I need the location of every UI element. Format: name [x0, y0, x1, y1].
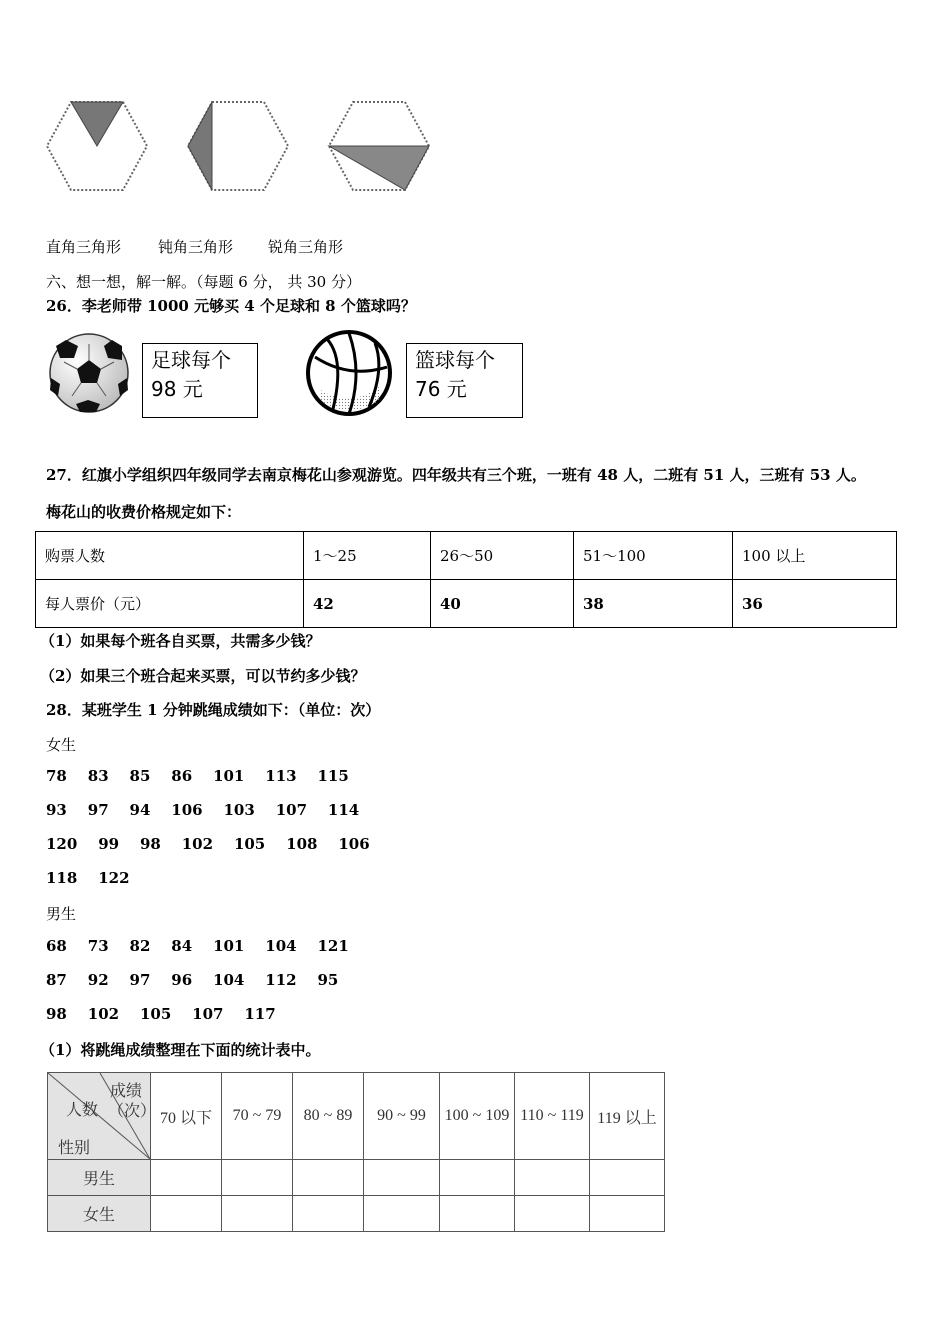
- basketball-price-line2: 76 元: [415, 377, 467, 401]
- score: 97: [87, 801, 109, 819]
- table-row: [36, 532, 897, 580]
- boys-row-2: [46, 971, 338, 989]
- corner-label-gender: 性别: [58, 1140, 91, 1157]
- answer-cell[interactable]: [364, 1196, 440, 1232]
- column-header: 70 ~ 79: [222, 1073, 293, 1160]
- column-header: 110 ~ 119: [515, 1073, 590, 1160]
- question-26: 26．李老师带 1000 元够买 4 个足球和 8 个篮球吗？: [46, 297, 416, 315]
- question-27: 27．红旗小学组织四年级同学去南京梅花山参观游览。四年级共有三个班，一班有 48 人，二班有 51 人，三班有 53 人。: [46, 466, 866, 484]
- score: 103: [223, 801, 255, 819]
- girls-row-1: [46, 767, 349, 785]
- answer-cell[interactable]: [440, 1196, 515, 1232]
- answer-cell[interactable]: [293, 1160, 364, 1196]
- score: 102: [87, 1005, 120, 1023]
- score: 82: [129, 937, 151, 955]
- column-header: 90 ~ 99: [364, 1073, 440, 1160]
- hexagon-figure-3: [327, 100, 433, 194]
- basketball-icon: [305, 329, 393, 417]
- column-header: 80 ~ 89: [293, 1073, 364, 1160]
- score: 73: [87, 937, 109, 955]
- score: 84: [171, 937, 193, 955]
- score: 114: [327, 801, 360, 819]
- question-27-sub2: （2）如果三个班合起来买票，可以节约多少钱？: [40, 667, 366, 685]
- score: 112: [265, 971, 297, 989]
- hexagon-label-1: 直角三角形: [46, 238, 122, 256]
- score: 68: [46, 937, 67, 955]
- column-header: 119 以上: [590, 1073, 665, 1160]
- question-28: 28．某班学生 1 分钟跳绳成绩如下：（单位：次）: [46, 701, 381, 719]
- table-cell: 1～25: [304, 532, 431, 580]
- ticket-price-table: [35, 531, 897, 628]
- answer-cell[interactable]: [440, 1160, 515, 1196]
- score: 107: [275, 801, 308, 819]
- table-row: [48, 1160, 665, 1196]
- table-corner-cell: [48, 1073, 157, 1160]
- answer-cell[interactable]: [151, 1160, 222, 1196]
- boys-row-3: [46, 1005, 276, 1023]
- hexagon-figure-1: [45, 100, 151, 194]
- score: 108: [286, 835, 318, 853]
- score: 87: [46, 971, 67, 989]
- score: 120: [46, 835, 78, 853]
- soccer-price-box: [142, 343, 258, 418]
- score: 95: [317, 971, 339, 989]
- soccer-price-line2: 98 元: [151, 377, 203, 401]
- score: 105: [233, 835, 266, 853]
- answer-cell[interactable]: [515, 1160, 590, 1196]
- soccer-price-line1: 足球每个: [151, 348, 231, 372]
- answer-cell[interactable]: [515, 1196, 590, 1232]
- table-row: [48, 1073, 665, 1160]
- boys-label: 男生: [46, 905, 77, 923]
- score: 78: [46, 767, 67, 785]
- score: 104: [265, 937, 297, 955]
- score: 85: [129, 767, 151, 785]
- table-cell: 每人票价（元）: [36, 580, 304, 628]
- score: 98: [46, 1005, 67, 1023]
- answer-cell[interactable]: [364, 1160, 440, 1196]
- row-header-boys: 男生: [48, 1160, 151, 1196]
- girls-row-2: [46, 801, 359, 819]
- question-27-sub1: （1）如果每个班各自买票，共需多少钱？: [40, 632, 321, 650]
- girls-row-4: [46, 869, 130, 887]
- score: 113: [265, 767, 297, 785]
- boys-row-1: [46, 937, 349, 955]
- score: 118: [46, 869, 78, 887]
- score: 107: [192, 1005, 224, 1023]
- hexagon-label-3: 锐角三角形: [268, 238, 344, 256]
- hexagon-label-2: 钝角三角形: [158, 238, 234, 256]
- answer-cell[interactable]: [590, 1160, 665, 1196]
- corner-label-count: 人数: [66, 1102, 99, 1119]
- jump-rope-stat-table: [47, 1072, 665, 1232]
- score: 86: [171, 767, 193, 785]
- basketball-price-line1: 篮球每个: [415, 348, 495, 372]
- answer-cell[interactable]: [222, 1160, 293, 1196]
- score: 115: [317, 767, 349, 785]
- table-cell: 100 以上: [733, 532, 897, 580]
- score: 98: [139, 835, 161, 853]
- score: 101: [213, 767, 245, 785]
- question-27-line2: 梅花山的收费价格规定如下：: [46, 503, 242, 521]
- corner-label-unit: （次）: [108, 1103, 157, 1120]
- answer-cell[interactable]: [151, 1196, 222, 1232]
- score: 94: [129, 801, 151, 819]
- corner-label-score: 成绩: [110, 1083, 143, 1100]
- column-header: 100 ~ 109: [440, 1073, 515, 1160]
- table-row: [48, 1196, 665, 1232]
- table-row: [36, 580, 897, 628]
- girls-row-3: [46, 835, 370, 853]
- score: 105: [139, 1005, 172, 1023]
- soccer-ball-icon: [48, 332, 130, 414]
- basketball-price-box: [406, 343, 523, 418]
- score: 106: [171, 801, 203, 819]
- answer-cell[interactable]: [590, 1196, 665, 1232]
- score: 96: [171, 971, 193, 989]
- score: 97: [129, 971, 151, 989]
- row-header-girls: 女生: [48, 1196, 151, 1232]
- score: 83: [87, 767, 109, 785]
- score: 99: [98, 835, 120, 853]
- column-header: 70 以下: [151, 1073, 222, 1160]
- score: 104: [213, 971, 245, 989]
- section-title: 六、想一想，解一解。（每题 6 分， 共 30 分）: [46, 273, 361, 291]
- score: 102: [181, 835, 214, 853]
- table-cell: 购票人数: [36, 532, 304, 580]
- score: 121: [317, 937, 349, 955]
- answer-cell[interactable]: [293, 1196, 364, 1232]
- question-28-sub1: （1）将跳绳成绩整理在下面的统计表中。: [40, 1041, 321, 1059]
- girls-label: 女生: [46, 736, 77, 754]
- hexagon-figure-2: [186, 100, 292, 194]
- table-cell: 42: [304, 580, 431, 628]
- score: 122: [98, 869, 130, 887]
- answer-cell[interactable]: [222, 1196, 293, 1232]
- table-cell: 26～50: [431, 532, 574, 580]
- score: 106: [338, 835, 370, 853]
- score: 117: [244, 1005, 276, 1023]
- score: 93: [46, 801, 67, 819]
- score: 92: [87, 971, 109, 989]
- table-cell: 51～100: [574, 532, 733, 580]
- table-cell: 40: [431, 580, 574, 628]
- score: 101: [213, 937, 245, 955]
- table-cell: 36: [733, 580, 897, 628]
- table-cell: 38: [574, 580, 733, 628]
